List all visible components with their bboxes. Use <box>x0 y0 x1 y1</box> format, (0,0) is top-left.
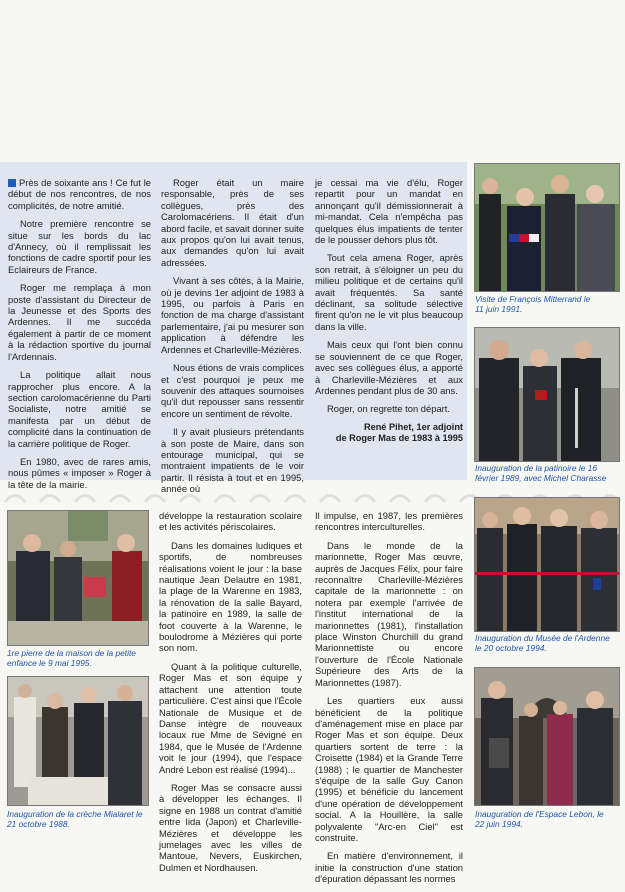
caption-patinoire: Inauguration de la patinoire le 16 février 1989, avec Michel Charasse <box>475 463 607 483</box>
article-paragraph: Notre première rencontre se situe sur les bords du lac d'Annecy, où il remplissait les fonctions de cadre sportif pour les Eclaireurs de France. <box>8 218 151 275</box>
lower-paragraph: Il impulse, en 1987, les premières rencontres interculturelles. <box>315 510 463 533</box>
paragraph-marker-icon <box>8 179 16 187</box>
lower-paragraph: Quant à la politique culturelle, Roger Mas et son équipe y attachent une attention toute particulière. C'est ainsi que l'École Nationale de Musique et de Danse intègre de nouveaux locaux rue Mme de Sévigné en 1984, que le Musée de l'Ardenne voit le jour (1994), que l'espace André Lebon est réalisé (1994)... <box>159 660 302 775</box>
lower-paragraph: développe la restauration scolaire et les activités périscolaires. <box>159 510 302 533</box>
caption-mitterrand: Visite de François Mitterrand le 11 juin 1991. <box>475 294 591 314</box>
article-paragraph: Tout cela amena Roger, après son retrait, à s'éloigner un peu du milieu politique et de certains qu'il avait fréquentés. Sa santé déclinant, sa solitude sélective firent qu'on ne le vit plus beaucoup dans la ville. <box>315 252 463 332</box>
caption-lebon: Inauguration de l'Espace Lebon, le 22 juin 1994. <box>475 809 604 829</box>
article-paragraph: Nous étions de vrais complices et c'est pourquoi je peux me souvenir des attaques sournoises qu'il dut repousser sans ressentir encore un sentiment de révolte. <box>161 362 304 419</box>
article-paragraph: Mais ceux qui l'ont bien connu se souviennent de ce que Roger, avec ses collègues élus, a apporté à Charleville-Mézières et aux Ardennes pendant plus de 30 ans. <box>315 339 463 396</box>
photo-first-stone-image <box>8 511 148 645</box>
article-paragraph: En 1980, avec de rares amis, nous pûmes « imposer » Roger à la tête de la mairie. <box>8 455 151 490</box>
photo-patinoire-inauguration <box>474 327 620 462</box>
article-paragraph: Roger, on regrette ton départ. <box>327 403 450 415</box>
signature-role: de Roger Mas de 1983 à 1995 <box>335 432 463 443</box>
lower-paragraph: Les quartiers eux aussi bénéficient de la politique d'aménagement mise en place par Roger Mas et son équipe. Deux quartiers sortent de terre : la Croisette (1984) et la Grande Terre (1988) ; le quartier de Manchester s'équipe de la salle Guy Canon (1995) et bénéficie du lancement d'une opération de développement social. A la Houillère, la salle polyvalente "Arc-en Ciel" est construite. <box>315 695 463 843</box>
photo-espace-lebon-image <box>475 668 619 805</box>
article-paragraph: Roger était un maire responsable, près de ses collègues, près des Carolomacériens. Il était d'un abord facile, et savait donner suite aux propos qu'on lui avait tenus, aux demandes qu'on lui avait adressées. <box>161 177 304 268</box>
paragraph-text: Près de soixante ans ! Ce fut le début de nos rencontres, de nos complicités, de notre amitié. <box>8 177 151 211</box>
caption-musee: Inauguration du Musée de l'Ardenne le 20 octobre 1994. <box>475 633 610 653</box>
article-column-3 <box>315 177 463 444</box>
article-paragraph: Il y avait plusieurs prétendants à son poste de Maire, dans son entourage municipal, qui se montraient impatients de le voir partir. Il résista à tout et en 1995, année où <box>161 426 304 495</box>
lower-paragraph: Dans les domaines ludiques et sportifs, de nombreuses réalisations voient le jour : la base nautique Jean Delautre en 1981, la plage de la Warenne en 1983, la rénovation de la salle Bayard, la patinoire en 1989, la salle de foot couverte à la Warenne, le boulodrome à Mézières qui porte son nom. <box>159 539 302 654</box>
article-paragraph: Vivant à ses côtés, à la Mairie, où je devins 1er adjoint de 1983 à 1995, ou parfois à Paris en fonction de ma charge d'assistant parlementaire, j'ai pu mesurer son application à défendre les Ardennes et Charleville-Mézières. <box>161 275 304 355</box>
caption-first-stone: 1re pierre de la maison de la petite enfance le 9 mai 1995. <box>7 648 136 668</box>
article-paragraph: Roger me remplaça à mon poste d'assistant du Directeur de la Jeunesse et des Sports des Ardennes. Il me succéda également à partir de ce moment à la rédaction sportive du journal l'Ardennais. <box>8 282 151 362</box>
article-column-1 <box>8 177 151 497</box>
photo-mitterrand-image <box>475 164 619 291</box>
lower-paragraph: Dans le monde de la marionnette, Roger Mas œuvre, auprès de Jacques Félix, pour faire reconnaître Charleville-Mézières capitale de la marionnette : on notera par exemple l'arrivée de l'institut international de la marionnettes (1981), l'installation place Winston Churchill du grand Marionnettiste ou encore l'ouverture de l'École Nationale Supérieure des Arts de la Marionnettes (1987). <box>315 539 463 688</box>
lower-paragraph: En matière d'environnement, il initie la construction d'une station d'épuration dépassant les normes <box>315 850 463 885</box>
photo-creche-inauguration <box>7 676 149 806</box>
photo-patinoire-image <box>475 328 619 461</box>
article-paragraph: je cessai ma vie d'élu, Roger repartit pour un mandat en annonçant qu'il démissionnerait à mi-mandat. Cela n'empêcha pas quelques élus impatients de tenter de le pousser dehors plus tôt. <box>315 177 463 246</box>
photo-mitterrand-visit <box>474 163 620 292</box>
photo-creche-image <box>8 677 148 805</box>
lower-paragraph: Roger Mas se consacre aussi à développer les échanges. Il signe en 1988 un contrat d'amitié entre Iida (Japon) et Charleville-Mézières et développe les jumelages avec les villes de Mantoue, Nevers, Euskirchen, Dulmen et Nordhausen. <box>159 781 302 873</box>
photo-first-stone <box>7 510 149 646</box>
photo-musee-image <box>475 498 619 631</box>
article-paragraph: La politique allait nous rapprocher plus encore. A la section carolomacérienne du Parti Socialiste, notre amitié se manifesta par un début de complicité dans la continuation de la carrière politique de Roger. <box>8 369 151 449</box>
article-column-2 <box>161 177 304 502</box>
caption-creche: Inauguration de la crèche Mialaret le 21 octobre 1988. <box>7 809 143 829</box>
photo-espace-lebon <box>474 667 620 806</box>
photo-musee-inauguration <box>474 497 620 632</box>
signature-name: René Pihet, 1er adjoint <box>363 421 463 432</box>
lower-column-b <box>315 510 463 892</box>
signature <box>315 422 463 444</box>
lower-column-a <box>159 510 302 880</box>
article-paragraph <box>8 177 151 211</box>
